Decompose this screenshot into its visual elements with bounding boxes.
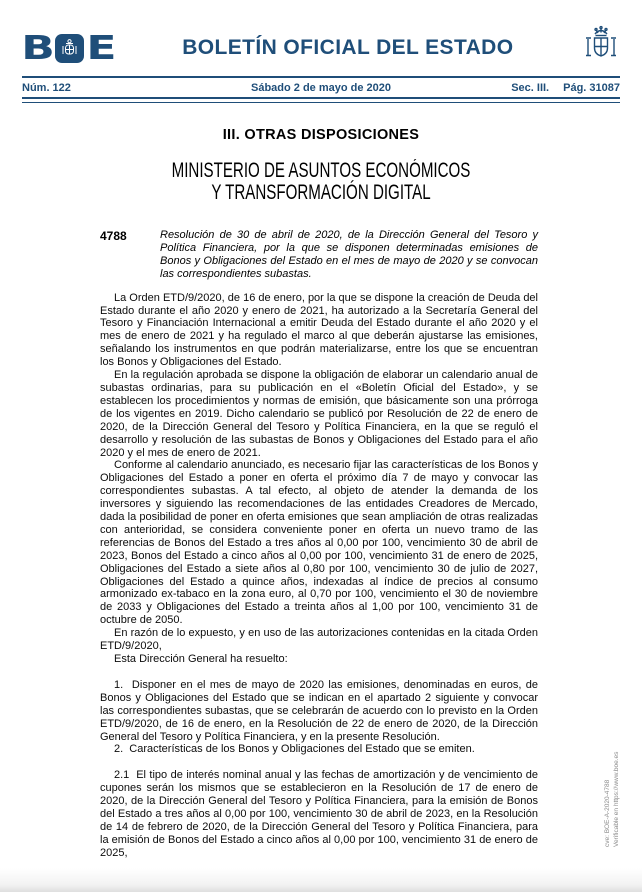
meta-double-rule (22, 97, 620, 103)
paragraph: 2. Características de los Bonos y Obligaciones del Estado que se emiten. (114, 743, 475, 756)
verification-sidebar (603, 737, 621, 847)
paragraph: 1. Disponer en el mes de mayo de 2020 las emisiones, denominadas en euros, de Bonos y Obligaciones del Estado que se indican en el apartado 2 siguiente y convocar las correspondientes subastas, que se celebrarán de acuerdo con lo previsto en la Orden ETD/9/2020, de 16 de enero, en la Resolución de 22 de enero de 2020, de la Dirección General del Tesoro y Política Financiera, y en la presente Resolución. (100, 678, 538, 743)
masthead-rule (22, 76, 620, 78)
ministry-line-1: MINISTERIO DE ASUNTOS ECONÓMICOS (171, 159, 471, 182)
issue-section-page (460, 82, 620, 94)
boe-logo-letter-e: E (86, 28, 115, 67)
disposition-number: 4788 (100, 229, 127, 243)
ministry-line-2: Y TRANSFORMACIÓN DIGITAL (211, 181, 431, 204)
ministry-heading (90, 160, 552, 204)
paragraph: 2.1 El tipo de interés nominal anual y las fechas de amortización y de vencimiento de cupones serán los mismos que se establecieron en la Resolución de 17 de enero de 2020, de la Dirección General del Tesoro y Política Financiera, para la emisión de Bonos del Estado a tres años al 0,00 por 100, vencimiento 30 de abril de 2023, en la Resolución de 14 de febrero de 2020, de la Dirección General del Tesoro y Política Financiera, para la emisión de Bonos del Estado a cinco años al 0,00 por 100, vencimiento 31 de enero de 2025, (100, 769, 538, 859)
paragraph: En la regulación aprobada se dispone la obligación de elaborar un calendario anual de subastas ordinarias, para su publicación en el «Boletín Oficial del Estado», y se establecen los procedimientos y normas de emisión, que básicamente son una prórroga de los vigentes en 2019. Dicho calendario se publicó por Resolución de 22 de enero de 2020, de la Dirección General del Tesoro y Política Financiera, en la que se reguló el desarrollo y resolución de las subastas de Bonos y Obligaciones del Estado para el año 2020 y el mes de enero de 2021. (100, 369, 538, 459)
disposition-summary: Resolución de 30 de abril de 2020, de la Dirección General del Tesoro y Política Financiera, por la que se disponen determinadas emisiones de Bonos y Obligaciones del Estado en el mes de mayo de 2020 y se convocan las correspondientes subastas. (160, 229, 538, 280)
issue-section: Sec. III. (511, 82, 550, 94)
paragraph: Conforme al calendario anunciado, es necesario fijar las características de los Bonos y Obligaciones del Estado a poner en oferta el próximo día 7 de mayo y convocar las correspondientes subastas. A tal efecto, al objeto de atender la demanda de los inversores y siguiendo las recomendaciones de las entidades Creadores de Mercado, dada la posibilidad de poner en oferta emisiones que sean ampliación de otras realizadas con anterioridad, se considera conveniente poner en oferta un nuevo tramo de las referencias de Bonos del Estado a tres años al 0,00 por 100, vencimiento 30 de abril de 2023, Bonos del Estado a cinco años al 0,00 por 100, vencimiento 31 de enero de 2025, Obligaciones del Estado a siete años al 0,80 por 100, vencimiento 30 de julio de 2027, Obligaciones del Estado a quince años, indexadas al índice de precios al consumo armonizado ex-tabaco en la zona euro, al 0,70 por 100, vencimiento el 30 de noviembre de 2033 y Obligaciones del Estado a treinta años al 1,00 por 100, vencimiento 31 de octubre de 2050. (100, 459, 538, 627)
issue-page: Pág. 31087 (563, 82, 620, 94)
paragraph: Esta Dirección General ha resuelto: (114, 653, 288, 665)
verify-url: Verificable en https://www.boe.es (613, 751, 620, 847)
boe-logo-letter-b: B (21, 28, 53, 67)
issue-meta-row (22, 82, 620, 94)
paragraph: En razón de lo expuesto, y en uso de las autorizaciones contenidas en la citada Orden ETD/9/2020, (100, 627, 538, 653)
body-paragraphs (100, 292, 538, 860)
section-heading: III. OTRAS DISPOSICIONES (222, 127, 420, 143)
boe-logo (21, 28, 115, 67)
masthead (0, 0, 642, 68)
page-bottom-shade (0, 868, 642, 892)
boe-logo-emblem-icon (55, 34, 84, 63)
issue-number: Núm. 122 (22, 82, 71, 94)
paragraph: La Orden ETD/9/2020, de 16 de enero, por la que se dispone la creación de Deuda del Estado durante el año 2020 y enero de 2021, ha autorizado a la Secretaría General del Tesoro y Financiación Internacional a emitir Deuda del Estado durante el año 2020 y el mes de enero de 2021 y ha regulado el marco al que deberán ajustarse las emisiones, señalando los instrumentos en que podrán materializarse, entre los que se encuentran los Bonos y Obligaciones del Estado. (100, 291, 538, 369)
spain-coat-of-arms-icon (582, 25, 620, 67)
cve-code: cve: BOE-A-2020-4788 (604, 779, 611, 847)
disposition-item (100, 229, 538, 281)
issue-date: Sábado 2 de mayo de 2020 (250, 82, 391, 94)
masthead-title: BOLETÍN OFICIAL DEL ESTADO (182, 36, 514, 59)
